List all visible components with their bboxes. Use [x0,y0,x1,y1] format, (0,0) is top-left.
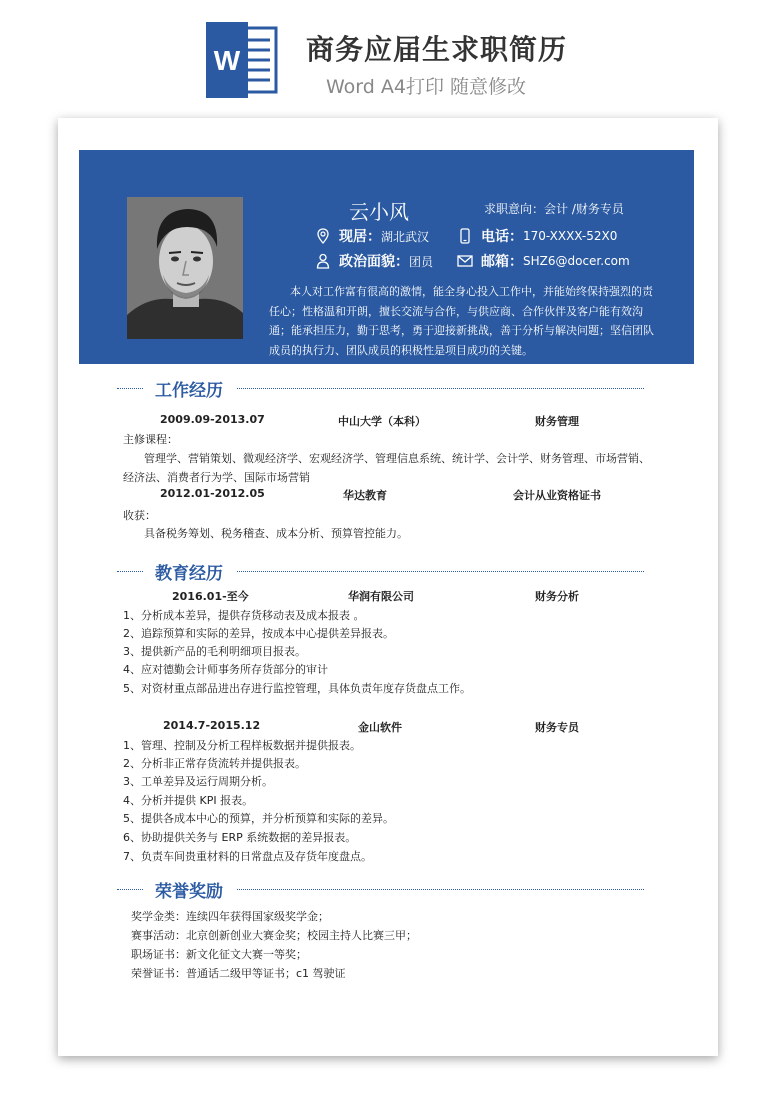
edu-2-item: 5、提供各成本中心的预算，并分析预算和实际的差异。 [123,812,394,825]
edu-1-item: 3、提供新产品的毛利明细项目报表。 [123,645,306,658]
edu-1-item: 2、追踪预算和实际的差异，按成本中心提供差异报表。 [123,627,394,640]
edu-2-item: 7、负责车间贵重材料的日常盘点及存货年度盘点。 [123,850,372,863]
profile-header [79,150,694,364]
honors-section-header [117,877,644,902]
svg-text:W: W [213,45,241,76]
work-section-title: 工作经历 [155,381,223,401]
political-label: 政治面貌： [339,254,409,270]
work-1-org: 中山大学（本科） [338,415,426,428]
edu-2-role: 财务专员 [535,721,579,734]
political-value: 团员 [409,254,434,269]
honors-section-title: 荣誉奖励 [155,882,223,902]
work-2-role: 会计从业资格证书 [513,489,601,502]
residence-info [315,226,429,246]
work-2-date: 2012.01-2012.05 [160,487,265,500]
edu-1-item: 5、对资材重点部品进出存进行监控管理，具体负责年度存货盘点工作。 [123,682,471,695]
edu-1-date: 2016.01-至今 [172,590,249,603]
candidate-name: 云小风 [349,200,409,224]
work-1-line: 经济法、消费者行为学、国际市场营销 [123,471,310,484]
edu-1-item: 1、分析成本差异，提供存货移动表及成本报表 。 [123,609,365,622]
work-1-role: 财务管理 [535,415,579,428]
work-2-line: 具备税务筹划、税务稽查、成本分析、预算管控能力。 [144,527,408,540]
edu-2-org: 金山软件 [358,721,402,734]
edu-2-item: 4、分析并提供 KPI 报表。 [123,794,254,807]
banner-title: 商务应届生求职简历 [306,33,568,66]
phone-info [457,226,617,246]
edu-2-item: 1、管理、控制及分析工程样板数据并提供报表。 [123,739,361,752]
residence-value: 湖北武汉 [381,229,430,244]
education-section-title: 教育经历 [155,564,223,584]
work-1-label: 主修课程： [123,433,178,446]
portrait-image [127,197,243,339]
honor-item: 职场证书：新文化征文大赛一等奖； [131,948,307,961]
work-2-org: 华达教育 [343,489,387,502]
edu-2-item: 3、工单差异及运行周期分析。 [123,775,273,788]
work-2-label: 收获： [123,509,156,522]
edu-2-item: 2、分析非正常存货流转并提供报表。 [123,757,306,770]
edu-1-role: 财务分析 [535,590,579,603]
work-section-header [117,376,644,401]
banner-subtitle: Word A4打印 随意修改 [326,76,527,98]
political-info [315,251,433,271]
phone-icon [457,228,473,244]
residence-label: 现居： [339,229,381,245]
email-info [457,251,630,271]
resume-page [58,118,718,1056]
phone-value: 170-XXXX-52X0 [523,229,618,243]
honor-item: 荣誉证书：普通话二级甲等证书；c1 驾驶证 [131,967,346,980]
honor-item: 奖学金类：连续四年获得国家级奖学金； [131,910,329,923]
person-icon [315,253,331,269]
edu-2-item: 6、协助提供关务与 ERP 系统数据的差异报表。 [123,831,357,844]
doc-banner [0,0,774,118]
email-icon [457,253,473,269]
work-1-date: 2009.09-2013.07 [160,413,265,426]
email-value: SHZ6@docer.com [523,254,630,268]
profile-photo [127,197,243,339]
education-section-header [117,559,644,584]
honor-item: 赛事活动：北京创新创业大赛金奖；校园主持人比赛三甲； [131,929,417,942]
edu-1-item: 4、应对德勤会计师事务所存货部分的审计 [123,663,328,676]
work-1-line: 管理学、营销策划、微观经济学、宏观经济学、管理信息系统、统计学、会计学、财务管理、市场营销、 [144,452,650,465]
word-icon [206,22,280,98]
job-intent: 求职意向：会计 /财务专员 [484,202,624,216]
phone-label: 电话： [481,229,523,245]
email-label: 邮箱： [481,254,523,270]
location-pin-icon [315,228,331,244]
edu-1-org: 华润有限公司 [348,590,414,603]
self-introduction: 本人对工作富有很高的激情，能全身心投入工作中，并能始终保持强烈的责任心；性格温和开朗，擅长交流与合作，与供应商、合作伙伴及客户能有效沟通；能承担压力，勤于思考，勇于迎接新挑战，善于分析与解决问题；坚信团队成员的执行力、团队成员的积极性是项目成功的关键。 [269,285,654,357]
edu-2-date: 2014.7-2015.12 [163,719,261,732]
